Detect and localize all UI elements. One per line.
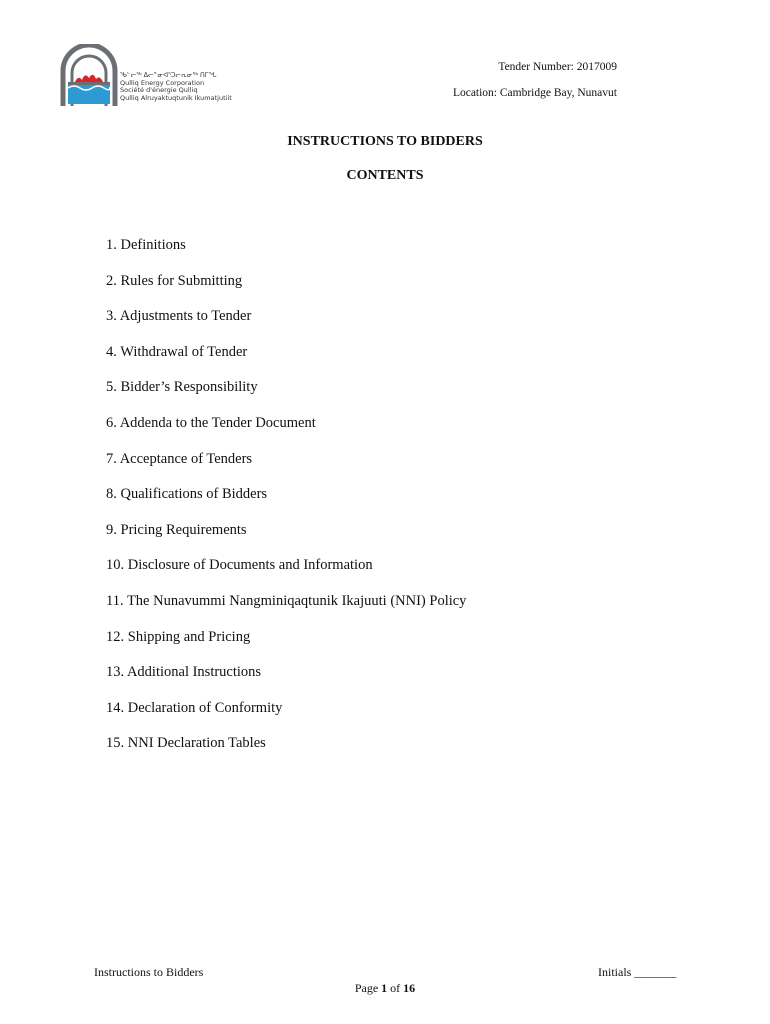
- logo-line-syllabics: ᖃᓪᓕᖅ ᐃᓕᓐᓂᐊᕐᑐᓕᕆᓂᖅ ᑎᒥᖓ: [120, 71, 217, 79]
- toc-item: 3. Adjustments to Tender: [106, 308, 252, 325]
- footer-document-name: Instructions to Bidders: [94, 965, 204, 979]
- document-title: INSTRUCTIONS TO BIDDERS: [287, 134, 483, 149]
- toc-item: 4. Withdrawal of Tender: [106, 343, 248, 360]
- toc-item: 13. Additional Instructions: [106, 664, 262, 681]
- page-current: 1: [381, 981, 388, 995]
- logo-line-french: Société d'énergie Qulliq: [120, 86, 198, 94]
- toc-item: 6. Addenda to the Tender Document: [106, 414, 316, 431]
- page-total: 16: [403, 981, 416, 995]
- tender-location: Location: Cambridge Bay, Nunavut: [452, 87, 617, 99]
- page-prefix: Page: [354, 981, 382, 995]
- toc-item: 11. The Nunavummi Nangminiqaqtunik Ikajuuti (NNI) Policy: [106, 592, 467, 609]
- toc-item: 5. Bidder’s Responsibility: [106, 379, 258, 396]
- table-of-contents: [106, 236, 466, 770]
- toc-item: 10. Disclosure of Documents and Information: [106, 557, 373, 574]
- logo-line-english: Qulliq Energy Corporation: [120, 78, 205, 87]
- toc-item: 7. Acceptance of Tenders: [106, 450, 253, 467]
- contents-heading: CONTENTS: [346, 168, 424, 183]
- company-logo: [60, 44, 235, 110]
- tender-number: Tender Number: 2017009: [498, 61, 617, 73]
- qulliq-logo-icon: [60, 44, 118, 108]
- logo-text: [120, 72, 232, 102]
- toc-item: 12. Shipping and Pricing: [106, 628, 251, 645]
- toc-item: 8. Qualifications of Bidders: [106, 486, 268, 503]
- toc-item: 15. NNI Declaration Tables: [106, 735, 266, 752]
- tender-header: [453, 60, 617, 100]
- toc-item: 14. Declaration of Conformity: [106, 699, 283, 716]
- toc-item: 2. Rules for Submitting: [106, 272, 243, 289]
- page-of: of: [387, 981, 404, 995]
- toc-item: 9. Pricing Requirements: [106, 521, 247, 538]
- toc-item: 1. Definitions: [106, 237, 186, 253]
- logo-line-inuinnaqtun: Qulliq Alruyaktuqtunik Ikumatjutiit: [120, 93, 232, 102]
- page-number: [0, 981, 770, 996]
- footer-initials: Initials _______: [598, 965, 677, 979]
